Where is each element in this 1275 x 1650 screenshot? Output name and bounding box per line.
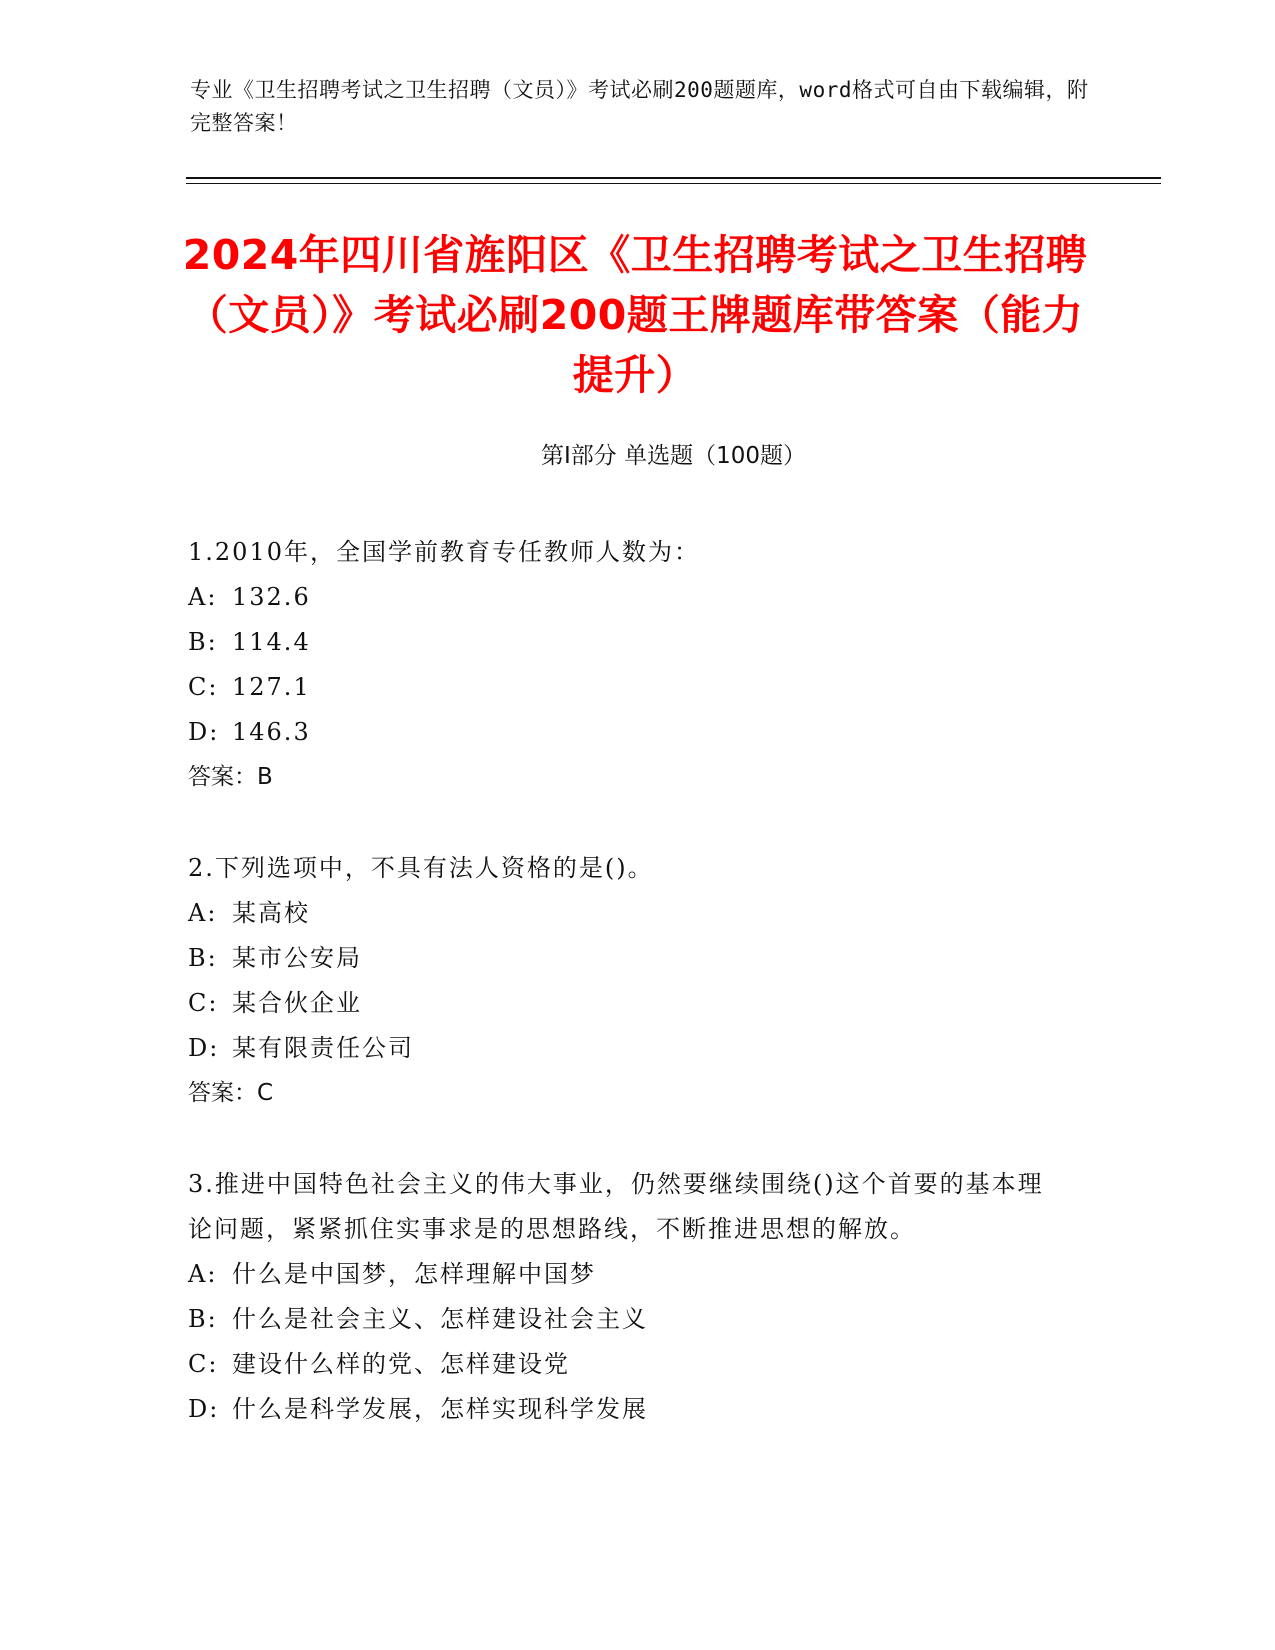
option-text: 132.6 [232,583,311,611]
option-a [188,575,1068,620]
question-list [188,530,1068,1478]
option-label: C: [188,1350,219,1378]
option-c [188,665,1068,710]
answer: 答案：B [188,764,273,790]
header-divider-thin [186,183,1161,184]
question-1 [188,530,1068,800]
option-text: 建设什么样的党、怎样建设党 [232,1350,570,1378]
header-divider-thick [186,177,1161,179]
option-label: A: [188,583,218,611]
option-text: 什么是科学发展，怎样实现科学发展 [232,1395,648,1423]
option-b [188,936,1068,981]
question-3 [188,1162,1068,1432]
option-text: 146.3 [232,718,311,746]
question-stem: 2.下列选项中，不具有法人资格的是()。 [188,854,654,882]
header-note: 专业《卫生招聘考试之卫生招聘（文员）》考试必刷200题题库，word格式可自由下载编辑，附完整答案！ [190,78,1089,135]
option-label: D: [188,1034,220,1062]
option-label: C: [188,673,219,701]
option-text: 某高校 [232,899,310,927]
option-label: A: [188,1260,218,1288]
option-text: 某有限责任公司 [232,1034,414,1062]
option-d [188,1026,1068,1071]
option-text: 某市公安局 [232,944,362,972]
option-b [188,620,1068,665]
option-label: D: [188,1395,220,1423]
option-a [188,1252,1068,1297]
option-d [188,710,1068,755]
answer: 答案：C [188,1080,274,1106]
option-text: 某合伙企业 [232,989,362,1017]
section-title: 第Ⅰ部分 单选题（100题） [541,443,806,469]
question-stem: 3.推进中国特色社会主义的伟大事业，仍然要继续围绕()这个首要的基本理论问题，紧紧抓住实事求是的思想路线，不断推进思想的解放。 [188,1170,1044,1243]
question-2 [188,846,1068,1116]
option-d [188,1387,1068,1432]
option-label: A: [188,899,218,927]
option-label: B: [188,628,218,656]
option-label: B: [188,1305,218,1333]
option-text: 127.1 [232,673,311,701]
option-text: 什么是社会主义、怎样建设社会主义 [232,1305,648,1333]
option-label: B: [188,944,218,972]
question-stem: 1.2010年，全国学前教育专任教师人数为： [188,538,700,566]
document-title: 2024年四川省旌阳区《卫生招聘考试之卫生招聘（文员）》考试必刷200题王牌题库带答案（能力提升） [182,231,1088,399]
option-text: 什么是中国梦，怎样理解中国梦 [232,1260,596,1288]
option-c [188,1342,1068,1387]
option-label: D: [188,718,220,746]
option-label: C: [188,989,219,1017]
option-c [188,981,1068,1026]
option-b [188,1297,1068,1342]
option-a [188,891,1068,936]
option-text: 114.4 [232,628,311,656]
